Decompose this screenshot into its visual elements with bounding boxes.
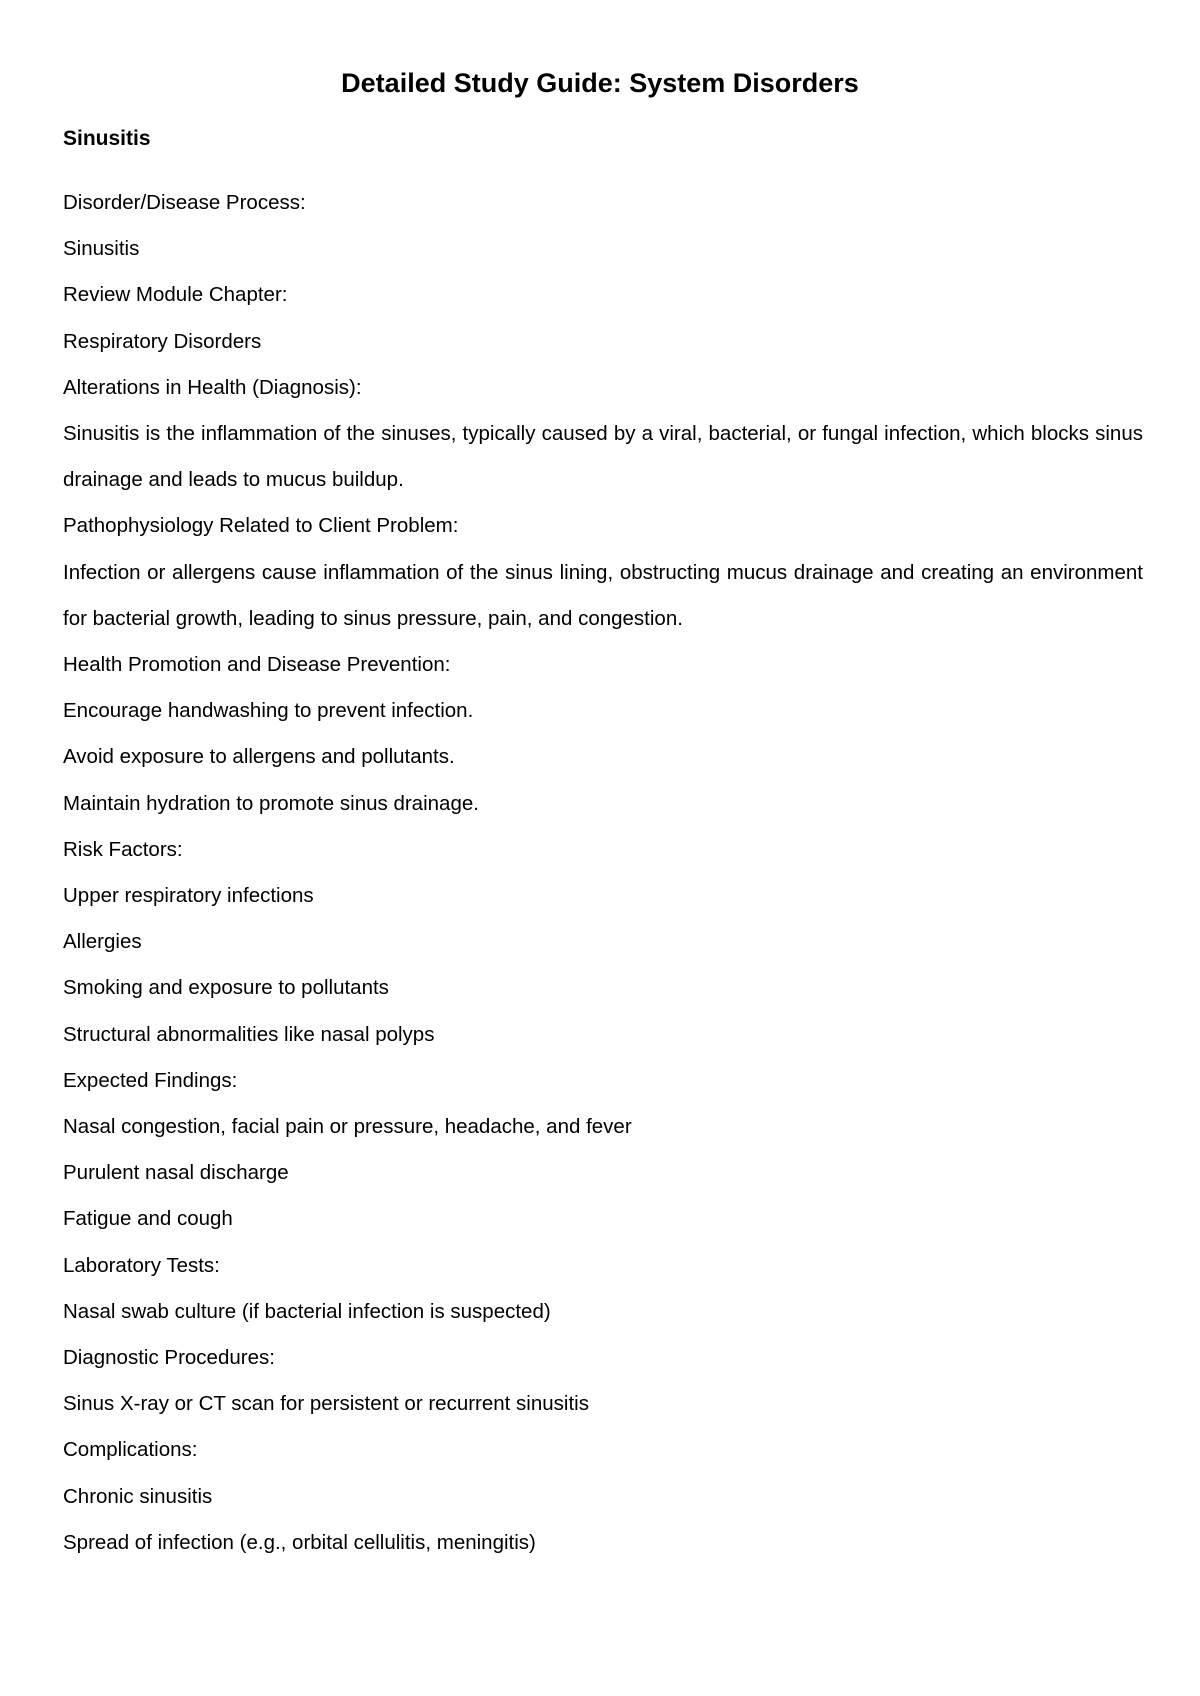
alterations-label: Alterations in Health (Diagnosis):	[63, 375, 362, 399]
pathophysiology-text: Infection or allergens cause inflammation of the sinus lining, obstructing mucus drainage and creating an environment for bacterial growth, leading to sinus pressure, pain, and congestion.	[63, 560, 1143, 630]
list-item: Maintain hydration to promote sinus drainage.	[63, 791, 479, 815]
risk-factors-label: Risk Factors:	[63, 837, 183, 861]
list-item: Chronic sinusitis	[63, 1484, 213, 1508]
expected-findings-label: Expected Findings:	[63, 1068, 238, 1092]
alterations-text: Sinusitis is the inflammation of the sinuses, typically caused by a viral, bacterial, or fungal infection, which blocks sinus drainage and leads to mucus buildup.	[63, 422, 1143, 492]
list-item: Nasal swab culture (if bacterial infection is suspected)	[63, 1299, 551, 1323]
list-item: Upper respiratory infections	[63, 884, 314, 908]
document-title: Detailed Study Guide: System Disorders	[341, 68, 859, 98]
section-heading: Sinusitis	[63, 127, 151, 150]
list-item: Fatigue and cough	[63, 1207, 233, 1231]
complications-label: Complications:	[63, 1438, 198, 1462]
laboratory-tests-label: Laboratory Tests:	[63, 1253, 220, 1277]
diagnostic-procedures-label: Diagnostic Procedures:	[63, 1346, 275, 1370]
list-item: Purulent nasal discharge	[63, 1161, 289, 1185]
list-item: Structural abnormalities like nasal polyps	[63, 1022, 435, 1046]
list-item: Allergies	[63, 930, 142, 954]
list-item: Avoid exposure to allergens and pollutants.	[63, 745, 455, 769]
health-promotion-label: Health Promotion and Disease Prevention:	[63, 653, 451, 677]
section-body	[63, 180, 1143, 1566]
disorder-label: Disorder/Disease Process:	[63, 191, 306, 214]
chapter-value: Respiratory Disorders	[63, 329, 262, 353]
list-item: Smoking and exposure to pollutants	[63, 976, 389, 1000]
list-item: Spread of infection (e.g., orbital cellulitis, meningitis)	[63, 1530, 536, 1554]
list-item: Sinus X-ray or CT scan for persistent or recurrent sinusitis	[63, 1392, 589, 1416]
list-item: Encourage handwashing to prevent infection.	[63, 699, 474, 723]
chapter-label: Review Module Chapter:	[63, 283, 288, 307]
pathophysiology-label: Pathophysiology Related to Client Problem:	[63, 514, 459, 538]
list-item: Nasal congestion, facial pain or pressure, headache, and fever	[63, 1115, 632, 1139]
disorder-value: Sinusitis	[63, 237, 140, 261]
